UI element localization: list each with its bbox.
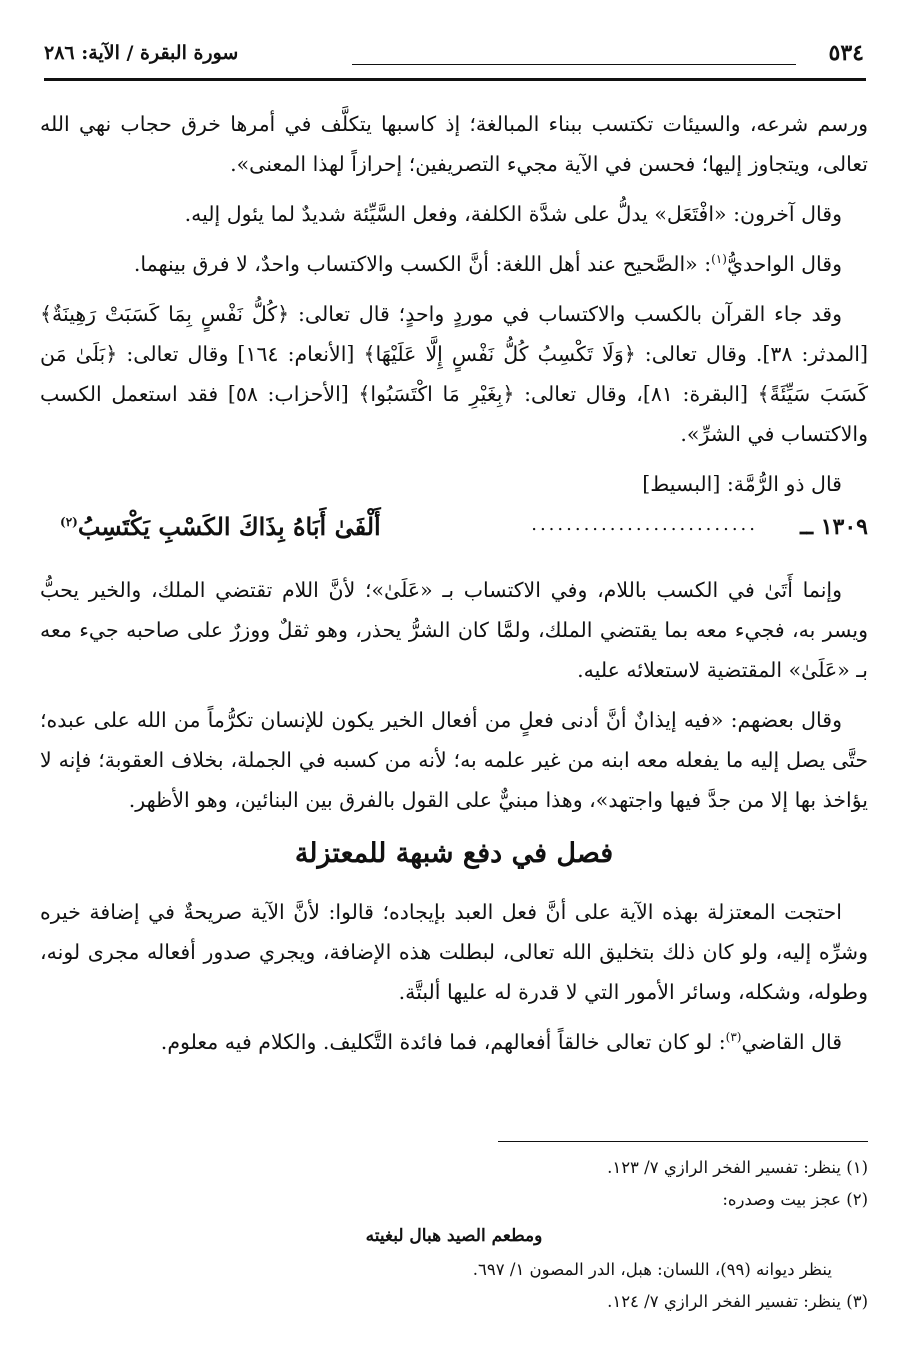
header-rule (44, 78, 866, 81)
footnote-hemistich: ومطعم الصيد هبال لبغيته (365, 1226, 543, 1246)
footnote-marker[interactable]: (٣) (725, 1030, 742, 1045)
footnote-separator (498, 1141, 868, 1142)
page-header (44, 40, 864, 80)
footnote-2-source: ينظر ديوانه (٩٩)، اللسان: هبل، الدر المصون ١/ ٦٩٧. (472, 1260, 832, 1279)
footnote-marker[interactable]: (١) (711, 252, 727, 267)
paragraph (40, 244, 868, 284)
footnote-marker[interactable]: (٢) (60, 515, 78, 529)
sura-reference: سورة البقرة / الآية: ٢٨٦ (44, 42, 239, 64)
footnotes (40, 1152, 868, 1318)
paragraph: وقد جاء القرآن بالكسب والاكتساب في موردٍ واحدٍ؛ قال تعالى: ﴿كُلُّ نَفْسٍ بِمَا كَسَبَتْ رَهِينَةٌ﴾ [المدثر: ٣٨]. وقال تعالى: ﴿وَلَا تَكْسِبُ كُلُّ نَفْسٍ إِلَّا عَلَيْهَا﴾ [الأنعام: ١٦٤] وقال تعالى: ﴿بَلَىٰ مَن كَسَبَ سَيِّئَةً﴾ [البقرة: ٨١]، وقال تعالى: ﴿بِغَيْرِ مَا اكْتَسَبُوا﴾ [الأحزاب: ٥٨] فقد استعمل الكسب والاكتساب في الشرِّ». (40, 302, 868, 446)
page-number: ٥٣٤ (828, 40, 864, 66)
paragraph: قال ذو الرُّمَّة: [البسيط] (642, 472, 842, 496)
paragraph: ورسم شرعه، والسيئات تكتسب ببناء المبالغة؛ إذ كاسبها يتكلَّف في أمرها خرق حجاب نهي الله تعالى، ويتجاوز إليها؛ فحسن في الآية مجيء التصريفين؛ إحرازاً لهذا المعنى». (40, 112, 868, 176)
footnote-3: (٣) ينظر: تفسير الفخر الرازي ٧/ ١٢٤. (607, 1292, 868, 1311)
main-text (40, 104, 868, 1072)
verse-number: ١٣٠٩ ــ (800, 514, 868, 540)
paragraph-text: : لو كان تعالى خالقاً أفعالهم، فما فائدة التَّكليف. والكلام فيه معلوم. (160, 1030, 726, 1054)
paragraph: وقال آخرون: «افْتَعَل» يدلُّ على شدَّة الكلفة، وفعل السَّيِّئة شديدٌ لما يئول إليه. (184, 202, 842, 226)
header-leader-line (352, 64, 796, 65)
paragraph-text: قال القاضي (741, 1030, 842, 1054)
paragraph: وإنما أَتَىٰ في الكسب باللام، وفي الاكتساب بـ «عَلَىٰ»؛ لأنَّ اللام تقتضي الملك، والخير يحبُّ ويسر به، فجيء معه بما يقتضي الملك، ولمَّا كان الشرُّ يحذر، وهو ثقلٌ ووزرٌ على صاحبه جيء معه بـ «عَلَىٰ» المقتضية لاستعلائه عليه. (40, 578, 868, 682)
paragraph (40, 1022, 868, 1062)
section-heading: فصل في دفع شبهة للمعتزلة (294, 838, 614, 869)
poetry-verse (40, 514, 868, 560)
paragraph: احتجت المعتزلة بهذه الآية على أنَّ فعل العبد بإيجاده؛ قالوا: لأنَّ الآية صريحةٌ في إضافة خيره وشرِّه إليه، ولو كان ذلك بتخليق الله تعالى، لبطلت هذه الإضافة، ويجري صدور أفعاله مجرى لونه، وطوله، وشكله، وسائر الأمور التي لا قدرة له عليها ألبتَّة. (40, 900, 868, 1004)
paragraph: وقال بعضهم: «فيه إيذانٌ أنَّ أدنى فعلٍ من أفعال الخير يكون للإنسان تكرُّماً من الله على عبده؛ حتَّى يصل إليه ما يفعله معه ابنه من غير علمه به؛ لأنه من كسبه في الجملة، بخلاف العقوبة؛ فإنه لا يؤاخذ بها إلا من جدَّ فيها واجتهد»، وهذا مبنيٌّ على القول بالفرق بين البنائين، وهو الأظهر. (40, 708, 868, 812)
footnote-1: (١) ينظر: تفسير الفخر الرازي ٧/ ١٢٣. (607, 1158, 868, 1177)
verse-line: أَلْفَىٰ أَبَاهُ بِذَاكَ الكَسْبِ يَكْتَسِبُ (77, 512, 381, 541)
verse-text (60, 512, 381, 541)
paragraph-text: وقال الواحديُّ (726, 252, 842, 276)
paragraph-text: : «الصَّحيح عند أهل اللغة: أنَّ الكسب والاكتساب واحدٌ، لا فرق بينهما. (133, 252, 712, 276)
verse-dots: .......................... (531, 514, 758, 535)
footnote-2: (٢) عجز بيت وصدره: (722, 1190, 868, 1209)
